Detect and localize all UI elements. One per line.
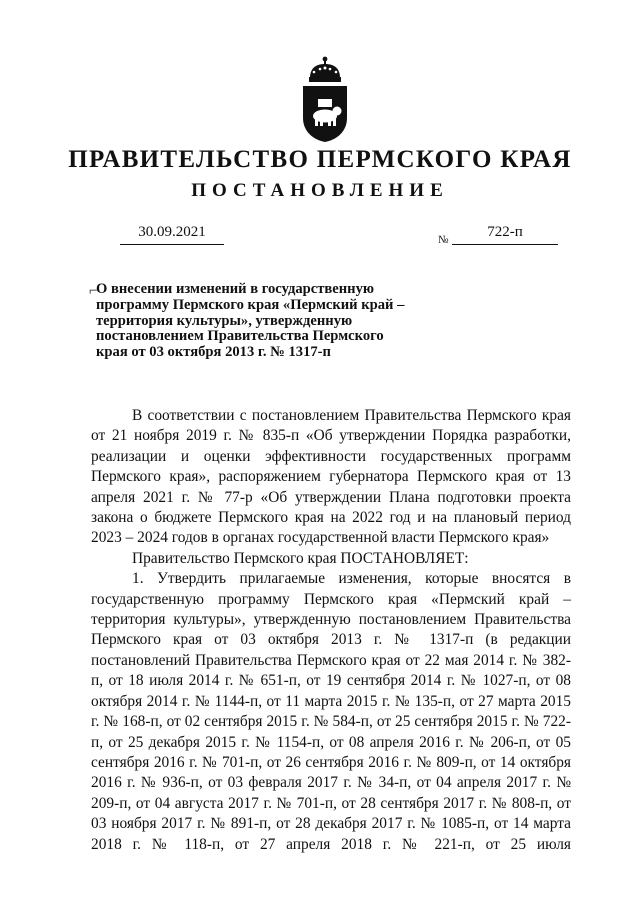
perm-krai-coat-of-arms-icon	[300, 56, 350, 142]
government-title: ПРАВИТЕЛЬСТВО ПЕРМСКОГО КРАЯ	[68, 146, 572, 173]
corner-bracket-mark: ⌐	[89, 283, 98, 299]
number-sign: №	[438, 234, 449, 246]
document-number: 722-п	[452, 224, 558, 245]
subject-line: края от 03 октября 2013 г. № 1317-п	[96, 344, 331, 361]
subject-line: территория культуры», утвержденную	[96, 312, 353, 329]
document-date: 30.09.2021	[120, 224, 224, 245]
subject-line: постановлением Правительства Пермского	[96, 328, 384, 345]
document-body	[91, 406, 571, 855]
document-subject	[89, 281, 416, 361]
crown-icon	[309, 57, 341, 82]
body-paragraph-preamble: В соответствии с постановлением Правительства Пермского края от 21 ноября 2019 г. № 835-п «Об утверждении Порядка разработки, реализации и оценки эффективности государственных программ Пермского края», распоряжением губернатора Пермского края от 13 апреля 2021 г. № 77-р «Об утверждении Плана подготовки проекта закона о бюджете Пермского края на 2022 год и на плановый период 2023 – 2024 годов в органах государственной власти Пермского края»	[91, 407, 571, 547]
subject-line: программу Пермского края «Пермский край –	[96, 296, 405, 313]
body-paragraph-resolves: Правительство Пермского края ПОСТАНОВЛЯЕТ:	[132, 549, 469, 567]
document-type: ПОСТАНОВЛЕНИЕ	[191, 180, 449, 201]
subject-line: О внесении изменений в государственную	[96, 281, 375, 297]
body-paragraph-item-1: 1. Утвердить прилагаемые изменения, которые вносятся в государственную программу Пермского края «Пермский край – территория культуры», утвержденную постановлением Правительства Пермского края от 03 октября 2013 г. № 1317-п (в редакции постановлений Правительства Пермского края от 22 мая 2014 г. № 382-п, от 18 июля 2014 г. № 651-п, от 19 сентября 2014 г. № 1027-п, от 08 октября 2014 г. № 1144-п, от 11 марта 2015 г. № 135-п, от 27 марта 2015 г. № 168-п, от 02 сентября 2015 г. № 584-п, от 25 сентября 2015 г. № 722-п, от 25 декабря 2015 г. № 1154-п, от 08 апреля 2016 г. № 206-п, от 05 сентября 2016 г. № 701-п, от 26 сентября 2016 г. № 809-п, от 14 октября 2016 г. № 936-п, от 03 февраля 2017 г. № 34-п, от 04 апреля 2017 г. № 209-п, от 04 августа 2017 г. № 701-п, от 28 сентября 2017 г. № 808-п, от 03 ноября 2017 г. № 891-п, от 28 декабря 2017 г. № 1085-п, от 14 марта 2018 г. № 118-п, от 27 апреля 2018 г. № 221-п, от 25 июля	[91, 570, 571, 853]
